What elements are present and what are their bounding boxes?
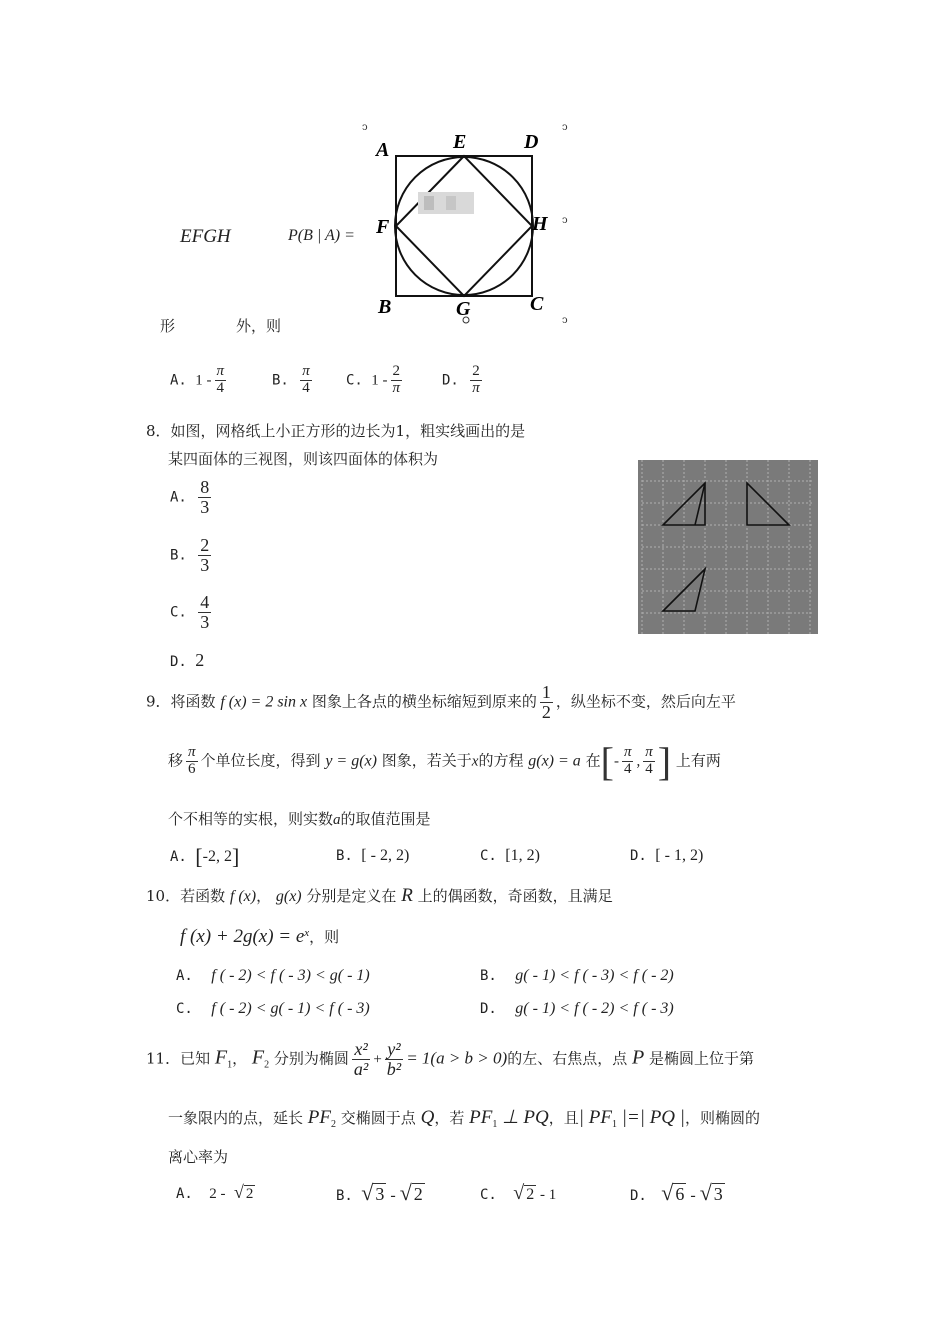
q8-option-a[interactable] [170,478,214,517]
frac-num: 2 [200,535,210,555]
q7-square-circle-figure [360,120,575,330]
label-a: A [376,139,390,161]
frac-den: 2 [541,701,551,722]
option-label: D. [630,1188,647,1204]
option-radicand: 2 [526,1186,535,1203]
option-label: B. [336,1188,353,1204]
q10-l1-a: 10．若函数 [146,887,226,905]
option-value: f ( - 2) < f ( - 3) < g( - 1) [211,967,370,984]
q9-line2: 移 $\frac{\pi}{6}$ 个单位长度，得到 y = g(x) 图象，若关于x的方程 g(x) = a 在[- $\frac{\pi}{4}$ , $\frac{\pi}{4}$ ] 上有两 [168,739,721,784]
option-label: B. [170,547,187,564]
option-label: C. [480,1187,497,1203]
frac-num: x² [354,1039,368,1059]
svg-text:ↄ: ↄ [562,315,568,326]
frac-den: 3 [200,611,210,632]
q7-option-c[interactable] [346,364,405,397]
svg-text:ↄ: ↄ [562,215,568,226]
option-pre: 1 - [195,372,212,389]
q11-l1-a: 11．已知 [146,1049,211,1068]
q7-option-b[interactable] [272,364,315,397]
q10-option-a[interactable] [176,967,370,985]
q10-f: f (x) [229,888,257,905]
q9-option-c[interactable] [480,847,540,865]
label-b: B [378,296,392,318]
q11-line3: 离心率为 [168,1148,229,1166]
option-mid: - [686,1187,700,1204]
option-label: B. [336,848,353,864]
option-pre: 1 - [371,372,388,389]
frac-den: 4 [302,379,310,396]
option-radicand: 2 [245,1186,254,1202]
q9-option-b[interactable] [336,847,409,865]
option-mid: - [386,1187,400,1204]
label-e: E [453,131,467,153]
q9-l2-b: 个单位长度，得到 [200,751,321,770]
q10-R: R [401,885,413,906]
option-radicand-2: 3 [713,1184,723,1204]
option-value: [ - 2, 2) [361,847,410,864]
q9-g-eq: g(x) = a [528,752,581,770]
q9-l2-e: 在 [585,751,601,770]
q11-l1-c: 的左、右焦点，点 [507,1049,628,1068]
q9-option-a[interactable]: A. [-2, 2] [170,844,240,869]
option-label: D. [480,1001,497,1017]
label-f: F [376,216,390,238]
q10-option-d[interactable] [480,1000,674,1018]
option-label: B. [480,968,497,984]
option-label: C. [170,604,187,621]
q11-perp-a: PF [469,1107,493,1128]
q10-line1 [146,885,613,907]
q11-option-b[interactable]: B. √ 3 - √ 2 [336,1180,423,1205]
q9-l2-c: 图象，若关于 [381,751,472,770]
q10-option-b[interactable] [480,967,674,985]
q9-l3-a: 个不相等的实根，则实数 [168,810,334,828]
frac-den: π [472,379,480,396]
q11-l2-c: ，若 [434,1109,465,1127]
q9-l2-d: 的方程 [478,751,524,770]
q9-interval-comma: , [636,753,641,770]
q11-PF2-sub: 2 [331,1119,337,1130]
q11-option-a[interactable]: A. 2 - √ 2 [176,1182,254,1202]
q9-l1-a: 9．将函数 [146,692,216,711]
q10-option-c[interactable] [176,1000,370,1018]
frac-num: y² [387,1039,401,1059]
q10-l2-b: ，则 [309,928,340,946]
label-h: H [532,213,548,235]
q11-comma: ， [232,1049,248,1068]
q7-option-d[interactable] [442,364,485,397]
q9-l2-f: 上有两 [675,751,721,770]
q10-l1-c: 上的偶函数，奇函数，且满足 [417,887,613,905]
option-value: g( - 1) < f ( - 2) < f ( - 3) [515,1000,674,1017]
q7-frag-wai: 外，则 [236,317,282,335]
option-label: D. [170,654,187,670]
q11-line2 [168,1106,760,1130]
q9-x-var: x [471,753,479,770]
q11-perp-sub: 1 [492,1119,498,1130]
option-radicand: 6 [675,1184,685,1204]
q10-equation: f (x) + 2g(x) = e [180,926,305,947]
option-label: D. [442,372,459,389]
q11-F1: F [214,1046,228,1069]
option-mid: - 1 [536,1187,557,1203]
q11-plus: + [373,1051,382,1068]
q10-line2 [180,926,339,948]
q8-option-b[interactable] [170,536,214,575]
q11-perp-b: ⊥ PQ [497,1107,549,1128]
svg-text:ↄ: ↄ [562,122,568,133]
q11-abs-b: |=| PQ | [616,1107,686,1128]
q11-line1 [146,1040,754,1079]
option-label: A. [170,849,187,865]
option-value: f ( - 2) < g( - 1) < f ( - 3) [211,1000,370,1017]
frac-den: b² [386,1058,402,1079]
frac-num: π [216,363,225,379]
frac-num: 8 [200,477,210,497]
q7-pba-text: P(B | A) = [288,227,355,244]
q9-option-d[interactable] [630,847,703,865]
option-label: A. [176,1186,193,1202]
q7-pba [288,227,355,245]
q11-ellipse-eq: = 1(a > b > 0) [406,1048,508,1068]
q8-line2: 某四面体的三视图，则该四面体的体积为 [168,450,439,468]
frac-den: a² [353,1058,369,1079]
label-g: G [456,298,471,320]
frac-num: π [623,744,632,761]
option-label: A. [176,968,193,984]
frac-den: π [392,379,401,396]
frac-den: 4 [623,761,632,777]
q11-l1-d: 是椭圆上位于第 [648,1049,754,1068]
q11-l2-a: 一象限内的点，延长 [168,1109,304,1127]
q9-l3-b: 的取值范围是 [340,810,431,828]
q9-l1-c: ，纵坐标不变，然后向左平 [555,692,736,711]
option-value: 2 [195,650,205,670]
q9-y-eq: y = g(x) [325,752,377,770]
q7-frag-xing: 形 [160,317,176,335]
option-value: -2, 2 [202,848,232,865]
option-label: C. [176,1001,193,1017]
q11-PF2: PF [307,1107,332,1128]
q11-option-d[interactable]: D. √ 6 - √ 3 [630,1180,723,1205]
q11-abs-a: | PF [578,1107,612,1128]
option-label: A. [170,489,187,506]
q8-option-c[interactable] [170,593,214,632]
q9-line3 [168,808,431,829]
q10-exponent: x [304,927,310,939]
q11-Q: Q [420,1107,435,1128]
frac-num: 2 [392,363,401,379]
q11-F2: F [251,1046,265,1069]
q9-interval-neg: - [613,753,619,770]
frac-num: 1 [541,682,551,702]
q7-efgh: EFGH [180,226,231,247]
svg-text:ↄ: ↄ [362,122,368,133]
option-value: [ - 1, 2) [655,847,704,864]
q9-func-f: f (x) = 2 sin x [220,693,308,711]
q8-line1: 8．如图，网格纸上小正方形的边长为1，粗实线画出的是 [146,422,526,440]
frac-num: π [645,744,653,761]
q11-sub1: 1 [227,1059,233,1071]
label-d: D [524,131,539,153]
q9-a-var: a [333,812,341,828]
q9-l2-a: 移 [168,751,184,770]
frac-den: 6 [188,761,196,777]
q11-l2-e: ，则椭圆的 [685,1109,761,1127]
option-label: B. [272,372,289,389]
q10-g: g(x) [275,888,302,905]
frac-num: 2 [472,363,480,379]
frac-den: 4 [216,379,225,396]
frac-den: 4 [645,761,653,777]
q11-l2-b: 交椭圆于点 [340,1109,416,1127]
q10-comma: ， [256,887,272,905]
q11-l1-b: 分别为椭圆 [273,1049,349,1068]
option-label: C. [346,372,363,389]
q11-l2-d: ，且 [548,1109,579,1127]
frac-num: 4 [200,592,210,612]
q9-l1-b: 图象上各点的横坐标缩短到原来的 [311,692,537,711]
option-radicand: 3 [375,1184,385,1204]
option-value: g( - 1) < f ( - 3) < f ( - 2) [515,967,674,984]
option-label: C. [480,848,497,864]
q11-option-c[interactable]: C. √ 2 - 1 [480,1182,557,1204]
option-pre: 2 - [209,1186,226,1202]
frac-num: π [188,744,196,761]
q11-abs-sub: 1 [611,1119,617,1130]
q11-P: P [631,1046,645,1069]
frac-den: 3 [200,496,210,517]
q9-line1 [146,683,736,722]
option-value: [1, 2) [505,847,540,864]
q7-option-a[interactable] [170,364,229,397]
label-c: C [530,293,544,315]
q11-sub2: 2 [264,1059,270,1071]
option-label: A. [170,372,187,389]
frac-num: π [302,363,310,379]
q8-three-view-grid [638,460,818,634]
frac-den: 3 [200,554,210,575]
option-radicand-2: 2 [413,1184,423,1204]
q10-l1-b: 分别是定义在 [306,887,397,905]
inscribed-circle [395,157,533,295]
q8-option-d[interactable] [170,650,204,671]
option-label: D. [630,848,647,864]
